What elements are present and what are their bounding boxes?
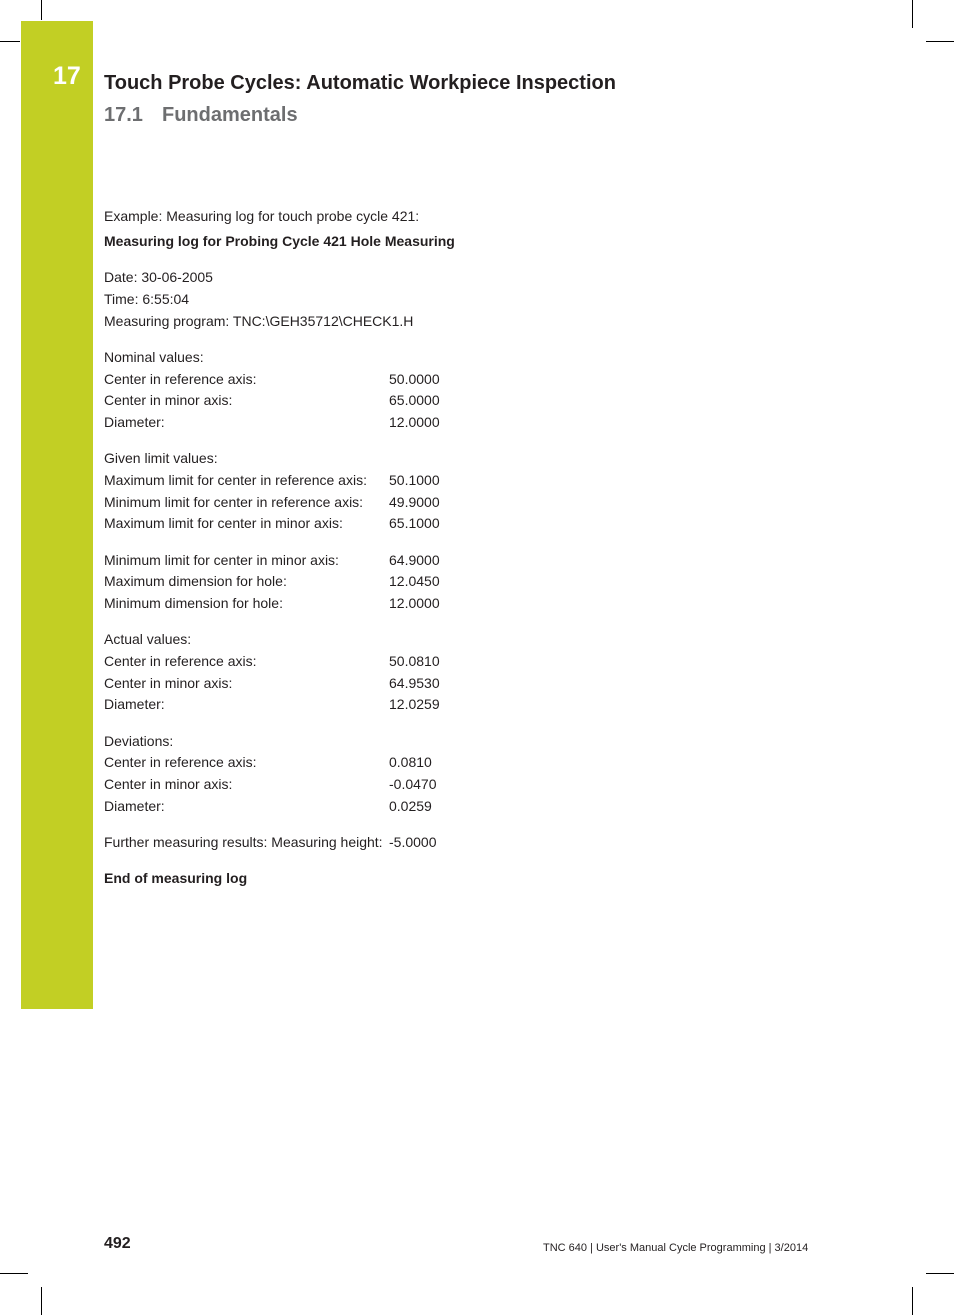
intro-text: Example: Measuring log for touch probe cycle 421: xyxy=(104,208,420,224)
crop-mark xyxy=(912,0,913,28)
crop-mark xyxy=(0,1273,28,1274)
row-label: Maximum dimension for hole: xyxy=(104,573,287,590)
row-value: 12.0450 xyxy=(389,573,440,590)
log-group xyxy=(104,731,464,818)
row-label: Maximum limit for center in reference axis: xyxy=(104,472,367,489)
footer-text: TNC 640 | User's Manual Cycle Programming | 3/2014 xyxy=(543,1242,809,1254)
row-label: Further measuring results: Measuring height: xyxy=(104,833,383,850)
row-value: 50.0810 xyxy=(389,652,440,669)
row-label: Minimum dimension for hole: xyxy=(104,595,283,612)
section-number: 17.1 xyxy=(104,104,143,126)
log-time: Time: 6:55:04 xyxy=(104,291,190,308)
chapter-number: 17 xyxy=(53,62,81,90)
group-heading: Nominal values: xyxy=(104,349,204,366)
crop-mark xyxy=(912,1287,913,1315)
log-date: Date: 30-06-2005 xyxy=(104,269,213,286)
row-label: Diameter: xyxy=(104,414,165,431)
log-program: Measuring program: TNC:\GEH35712\CHECK1.H xyxy=(104,312,414,329)
row-value: -0.0470 xyxy=(389,775,437,792)
log-row xyxy=(104,832,464,854)
log-group xyxy=(104,347,464,434)
row-value: 49.9000 xyxy=(389,493,440,510)
row-value: 50.0000 xyxy=(389,370,440,387)
crop-mark xyxy=(41,1287,42,1315)
group-heading: Deviations: xyxy=(104,732,174,749)
log-group xyxy=(104,448,464,535)
log-title: Measuring log for Probing Cycle 421 Hole Measuring xyxy=(104,232,455,249)
log-row xyxy=(104,369,464,391)
row-value: 12.0259 xyxy=(389,696,440,713)
log-group xyxy=(104,832,464,854)
row-value: 12.0000 xyxy=(389,414,440,431)
log-row xyxy=(104,673,464,695)
group-heading: Actual values: xyxy=(104,631,192,648)
log-row xyxy=(104,492,464,514)
measuring-log xyxy=(104,206,464,890)
section-title: Fundamentals xyxy=(162,104,298,126)
log-row xyxy=(104,390,464,412)
row-label: Diameter: xyxy=(104,797,165,814)
row-label: Maximum limit for center in minor axis: xyxy=(104,515,343,532)
log-group xyxy=(104,550,464,615)
row-value: 0.0259 xyxy=(389,797,432,814)
log-row xyxy=(104,513,464,535)
section-heading xyxy=(104,104,298,127)
row-label: Diameter: xyxy=(104,696,165,713)
log-row xyxy=(104,774,464,796)
crop-mark xyxy=(0,41,20,42)
row-value: 0.0810 xyxy=(389,754,432,771)
log-meta xyxy=(104,267,464,332)
crop-mark xyxy=(926,1273,954,1274)
log-row xyxy=(104,571,464,593)
log-row xyxy=(104,796,464,818)
end-label: End of measuring log xyxy=(104,870,248,887)
row-label: Minimum limit for center in minor axis: xyxy=(104,551,339,568)
chapter-tab-band xyxy=(21,21,93,1009)
log-row xyxy=(104,651,464,673)
row-value: 65.1000 xyxy=(389,515,440,532)
log-row xyxy=(104,550,464,572)
row-value: 64.9530 xyxy=(389,674,440,691)
page-number: 492 xyxy=(104,1235,131,1252)
row-value: 12.0000 xyxy=(389,595,440,612)
row-label: Center in reference axis: xyxy=(104,754,257,771)
crop-mark xyxy=(926,41,954,42)
row-label: Center in reference axis: xyxy=(104,370,257,387)
log-group xyxy=(104,629,464,716)
row-value: 50.1000 xyxy=(389,472,440,489)
log-row xyxy=(104,412,464,434)
log-row xyxy=(104,470,464,492)
row-value: 65.0000 xyxy=(389,392,440,409)
row-value: 64.9000 xyxy=(389,551,440,568)
row-label: Center in reference axis: xyxy=(104,652,257,669)
row-label: Center in minor axis: xyxy=(104,392,233,409)
row-label: Minimum limit for center in reference axis: xyxy=(104,493,364,510)
row-label: Center in minor axis: xyxy=(104,674,233,691)
log-row xyxy=(104,694,464,716)
group-heading: Given limit values: xyxy=(104,450,218,467)
crop-mark xyxy=(41,0,42,20)
row-value: -5.0000 xyxy=(389,833,437,850)
log-row xyxy=(104,593,464,615)
row-label: Center in minor axis: xyxy=(104,775,233,792)
chapter-title: Touch Probe Cycles: Automatic Workpiece Inspection xyxy=(104,72,616,94)
log-row xyxy=(104,752,464,774)
